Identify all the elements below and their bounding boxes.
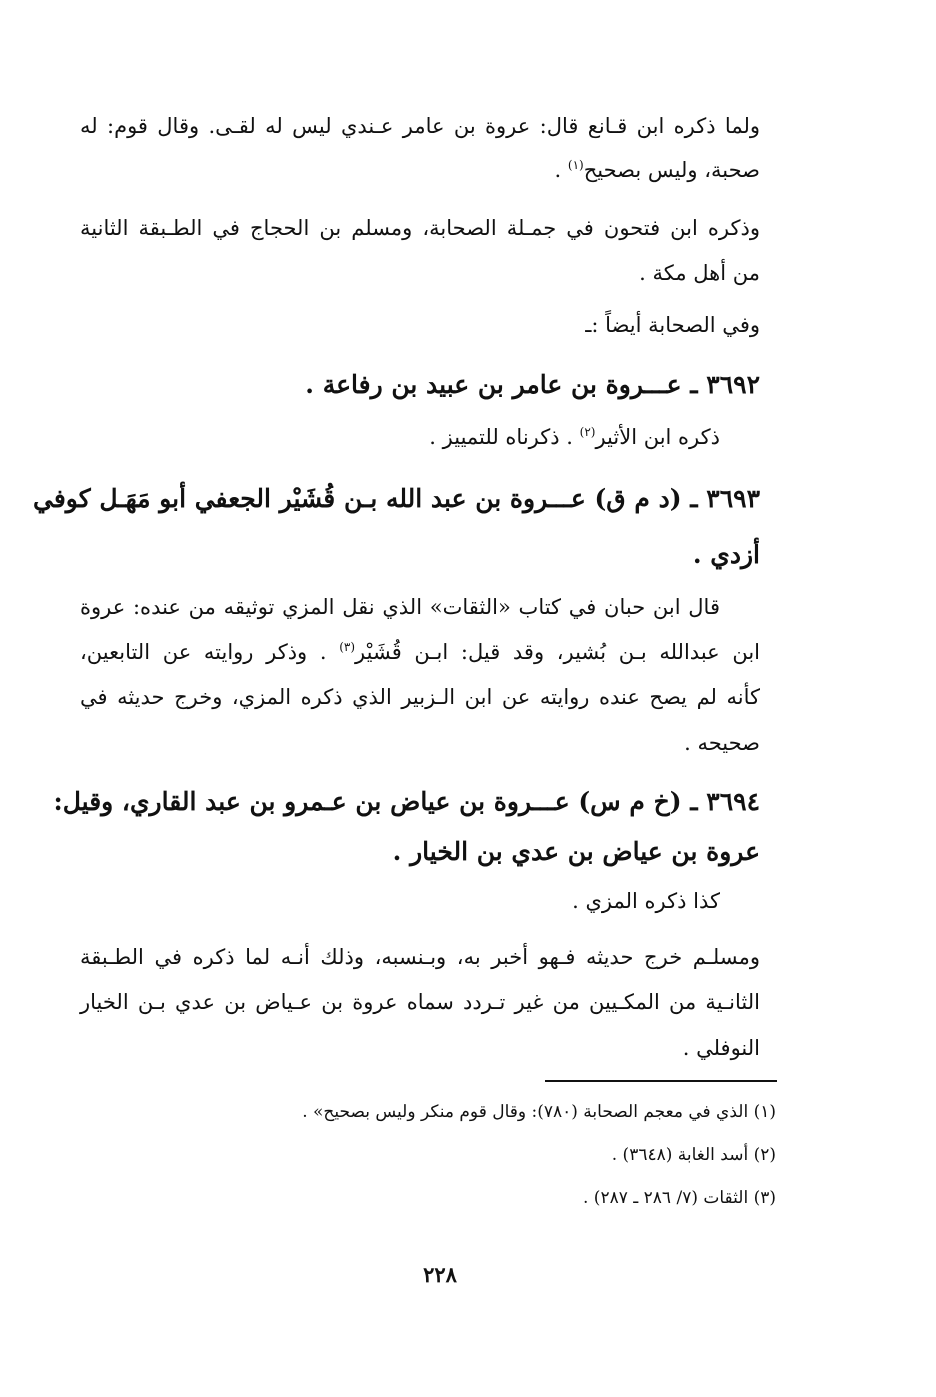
- paragraph-text: ذكره ابن الأثير: [595, 425, 720, 449]
- paragraph-text: النوفلي .: [682, 1036, 760, 1060]
- paragraph-text: صحيحه .: [684, 731, 760, 755]
- entry-heading: [305, 367, 760, 403]
- paragraph-text: وفي الصحابة أيضاً :ـ: [585, 313, 760, 337]
- footnote-text: (١) الذي في معجم الصحابة (٧٨٠): وقال قوم منكر وليس بصحيح» .: [302, 1102, 776, 1122]
- entry-heading-text: ٣٦٩٢ ـ عـــروة بن عامر بن عبيد بن رفاعة .: [305, 370, 760, 399]
- entry-heading-text: ٣٦٩٤ ـ (خ م س) عـــروة بن عياض بن عـمرو بن عبد القاري، وقيل:: [53, 787, 760, 816]
- paragraph-text: كأنه لم يصح عنده روايته عن ابن الـزبير الذي ذكره المزي، وخرج حديثه في: [80, 685, 760, 709]
- paragraph-text: .: [554, 158, 568, 182]
- paragraph-line: [80, 111, 760, 141]
- entry-heading: [393, 834, 760, 870]
- footnote-marker: (١): [567, 158, 584, 172]
- entry-heading-text: ٣٦٩٣ ـ (د م ق) عـــروة بن عبد الله بـن قُشَيْر الجعفي أبو مَهَـل كوفي: [33, 484, 760, 513]
- paragraph-line: [585, 310, 760, 340]
- paragraph-text: من أهل مكة .: [639, 261, 760, 285]
- paragraph-text: قال ابن حبان في كتاب «الثقات» الذي نقل المزي توثيقه من عنده: عروة: [80, 595, 720, 619]
- paragraph-line: [80, 592, 720, 622]
- paragraph-line: [429, 422, 720, 452]
- footnote: [583, 1186, 776, 1210]
- paragraph-line: [684, 728, 760, 758]
- paragraph-line: [572, 886, 720, 916]
- entry-heading: [693, 537, 760, 573]
- footnote-text: (٢) أسد الغابة (٣٦٤٨) .: [611, 1145, 776, 1165]
- paragraph-line: [683, 1033, 760, 1063]
- paragraph-text: كذا ذكره المزي .: [572, 889, 720, 913]
- footnote-divider: [545, 1080, 777, 1082]
- entry-heading-text: عروة بن عياض بن عدي بن الخيار .: [392, 837, 760, 866]
- footnote: [302, 1100, 776, 1124]
- paragraph-text: ولما ذكره ابن قـانع قال: عروة بن عامر عـندي ليس له لقـى. وقال قوم: له: [80, 114, 760, 138]
- footnote-marker: (٣): [339, 640, 356, 654]
- footnote: [612, 1143, 776, 1167]
- paragraph-line: [639, 258, 760, 288]
- paragraph-text: . وذكر روايته عن التابعين،: [80, 640, 340, 664]
- footnote-marker: (٢): [579, 425, 596, 439]
- paragraph-line: [80, 682, 760, 712]
- paragraph-text: . ذكرناه للتمييز .: [429, 425, 580, 449]
- paragraph-text: ومسلـم خرج حديثه فـهو أخبر به، وبـنسبه، وذلك أنـه لما ذكره في الطـبقة: [80, 945, 760, 969]
- page-number: ٢٢٨: [423, 1262, 457, 1287]
- paragraph-line: [80, 637, 760, 667]
- paragraph-line: [80, 942, 760, 972]
- entry-heading-text: أزدي .: [692, 540, 760, 569]
- paragraph-text: ابن عبدالله بـن بُشير، وقد قيل: ابـن قُشَيْر: [355, 640, 761, 664]
- paragraph-text: وذكره ابن فتحون في جمـلة الصحابة، ومسلم بن الحجاج في الطـبقة الثانية: [80, 216, 760, 240]
- entry-heading: [33, 481, 760, 517]
- paragraph-text: صحبة، وليس بصحيح: [583, 158, 760, 182]
- paragraph-text: الثانـية من المكـيين من غير تـردد سماه عروة بن عـياض بن عدي بـن الخيار: [80, 990, 760, 1014]
- paragraph-line: [80, 987, 760, 1017]
- paragraph-line: [80, 213, 760, 243]
- footnote-text: (٣) الثقات (٧/ ٢٨٦ ـ ٢٨٧) .: [582, 1188, 776, 1208]
- entry-heading: [53, 784, 760, 820]
- paragraph-line: [555, 155, 760, 185]
